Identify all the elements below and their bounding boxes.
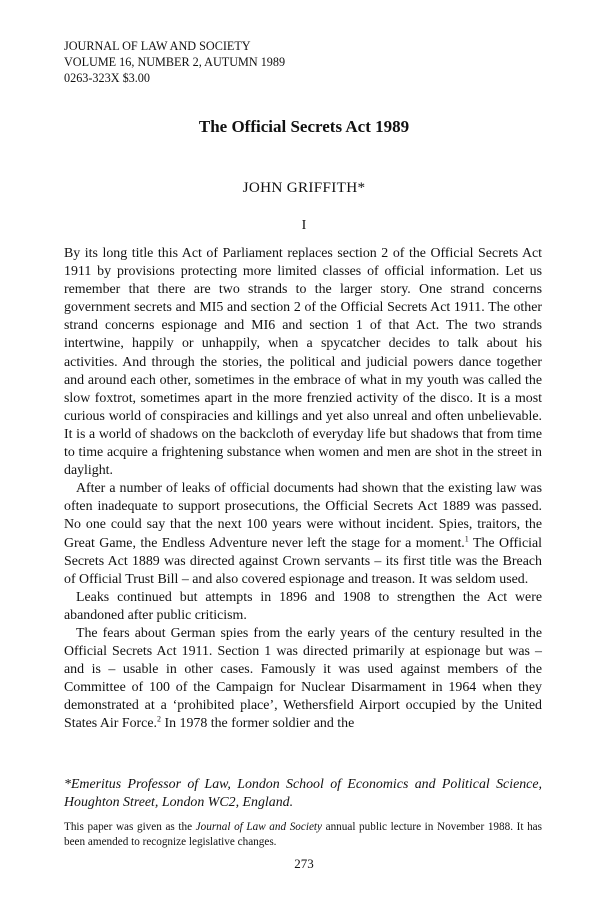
journal-name: JOURNAL OF LAW AND SOCIETY — [64, 39, 251, 53]
publication-note — [64, 820, 542, 849]
paragraph-text: After a number of leaks of official documents had shown that the existing law was often inadequate to support prosecutions, the Official Secrets Act 1889 was passed. No one could say that the next 100 years were without incident. Spies, traitors, the Great Game, the Endless Adventure never left the stage for a moment. — [64, 481, 542, 551]
publication-note-journal: Journal of Law and Society — [195, 821, 322, 833]
page-number: 273 — [294, 856, 314, 871]
paragraph-text: In 1978 the former soldier and the — [160, 716, 355, 732]
journal-volume: VOLUME 16, NUMBER 2, AUTUMN 1989 — [64, 55, 286, 69]
article-author: JOHN GRIFFITH* — [242, 179, 366, 196]
journal-issn: 0263-323X $3.00 — [64, 71, 150, 85]
paragraph-text: The Official Secrets Act 1889 was directed against Crown servants – its first title was the Breach of Official Trust Bill – and also covered espionage and treason. It was seldom used. — [64, 535, 542, 587]
journal-header — [64, 38, 544, 86]
footnote-reference[interactable]: 2 — [156, 714, 161, 724]
publication-note-text: annual public lecture in November 1988. It has been amended to recognize legislative changes. — [64, 821, 542, 848]
body-paragraph: Leaks continued but attempts in 1896 and 1908 to strengthen the Act were abandoned after public criticism. — [64, 589, 542, 623]
publication-note-text: This paper was given as the — [64, 821, 196, 833]
body-paragraph — [64, 480, 542, 589]
body-paragraph — [64, 625, 542, 734]
body-paragraph: By its long title this Act of Parliament replaces section 2 of the Official Secrets Act 1911 by provisions protecting more limited classes of official information. Let us remember that there are two strands to the larger story. One strand concerns government secrets and MI5 and section 2 of the Official Secrets Act 1911. The other strand concerns espionage and MI6 and section 1 of that Act. The two strands intertwine, happily or unhappily, when a spycatcher decides to talk about his activities. And through the stories, the political and judicial powers dance together and around each other, sometimes in the embrace of what in my youth was called the slow foxtrot, sometimes apart in the more frenzied activity of the disco. It is a most curious world of conspiracies and killings and yet also unreal and often unbelievable. It is a world of shadows on the backcloth of everyday life but shadows that from time to time acquire a frightening substance when women and men are shot in the street in daylight. — [64, 246, 542, 479]
section-numeral: I — [301, 218, 307, 233]
article-title: The Official Secrets Act 1989 — [198, 117, 410, 136]
paragraph-text: The fears about German spies from the early years of the century resulted in the Official Secrets Act 1911. Section 1 was directed primarily at espionage but was – and is – usable in other cases. Famously it was used against members of the Committee of 100 of the Campaign for Nuclear Disarmament in 1964 when they demonstrated at a ‘prohibited place’, Wethersfield Airport occupied by the United States Air Force. — [64, 625, 542, 732]
footnote-reference[interactable]: 1 — [464, 533, 469, 543]
article-body — [64, 245, 542, 734]
author-footnote: *Emeritus Professor of Law, London School of Economics and Political Science, Houghton Street, London WC2, England. — [64, 777, 542, 811]
